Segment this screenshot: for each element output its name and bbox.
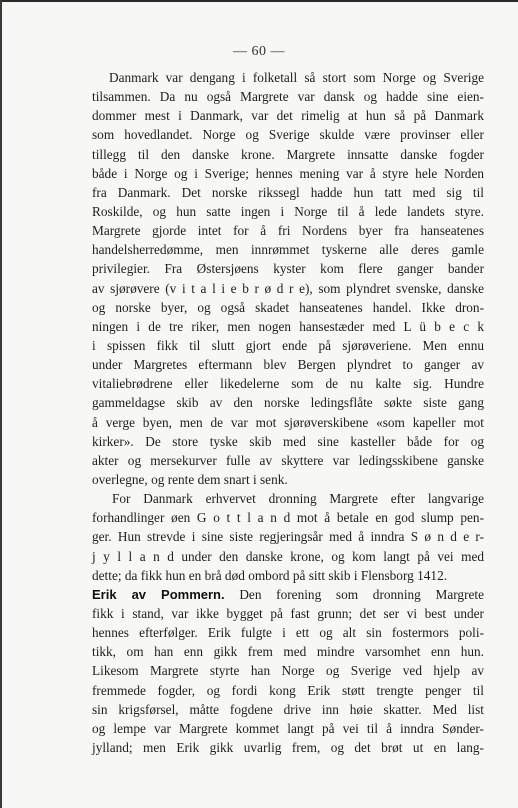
text-line: Danmark var dengang i folketall så stort som Norge og Sverige xyxy=(109,70,484,85)
text-line: fra Danmark. Det norske rikssegl hadde hun tatt med sig til xyxy=(92,184,484,200)
scan-edge-top xyxy=(0,0,518,2)
text-line: Margrete gjorde intet for å fri Nordens byer fra hanseatenes xyxy=(92,223,484,239)
text-line: ger. Hun strevde i sine siste regjeringsår med å inndra S ø n d e r- xyxy=(92,529,484,545)
text-line: sin krigsførsel, måtte fogdene drive inn høie skatter. Med list xyxy=(92,701,484,717)
text-line: og norske byer, og også skadet hanseatenes handel. Ikke dron- xyxy=(92,299,484,315)
text-line: vitaliebrødrene eller likedelerne som de nu kalte sig. Hundre xyxy=(92,376,484,392)
text-line: handelsherredømme, men innrømmet tyskerne alle deres gamle xyxy=(92,242,484,258)
text-line: kirker». De store tyske skib med sine kasteller både for og xyxy=(92,433,484,449)
text-line: Roskilde, og hun satte ingen i Norge til å lede landets styre. xyxy=(92,203,484,219)
body-text xyxy=(92,68,484,757)
text-line: akter og mersekurver fulle av skyttere var ledingsskibene ganske xyxy=(92,452,484,468)
text-line: under Margretes eftermann blev Bergen plyndret to ganger av xyxy=(92,357,484,373)
text-line: jylland; men Erik gikk uvarlig frem, og det brøt ut en lang- xyxy=(92,739,484,755)
text-line: dette; da fikk hun en brå død ombord på sitt skib i Flensborg 1412. xyxy=(92,567,448,583)
text-line: j y l l a n d under den danske krone, og kom langt på vei med xyxy=(92,548,484,564)
text-line: å verge byen, men de var mot sjørøverskibene «som kapeller mot xyxy=(92,414,484,430)
text-line: tikk, om han enn gikk frem med mindre varsomhet enn hun. xyxy=(92,644,484,660)
section-heading: Erik av Pommern. xyxy=(92,586,225,602)
text-line: privilegier. Fra Østersjøens kyster kom flere ganger bander xyxy=(92,261,484,277)
text-line-with-heading xyxy=(92,585,484,604)
text-fragment: Den forening som dronning Margrete xyxy=(239,586,485,602)
text-line: i spissen fikk til slutt gjort ende på sjørøveriene. Men ennu xyxy=(92,337,484,353)
text-line: For Danmark erhvervet dronning Margrete efter langvarige xyxy=(112,491,484,507)
text-line: dommer mest i Danmark, var det rimelig at hun så på Danmark xyxy=(92,108,484,124)
text-line: overlegne, og rente dem snart i senk. xyxy=(92,471,288,487)
text-line: tillegg til den danske krone. Margrete innsatte danske fogder xyxy=(92,146,484,162)
text-line: som hovedlandet. Norge og Sverige skulde være provinser eller xyxy=(92,127,484,143)
text-line: Likesom Margrete styrte han Norge og Sverige ved hjelp av xyxy=(92,663,484,679)
text-line: og lempe var Margrete kommet langt på vei til å inndra Sønder- xyxy=(92,720,484,736)
text-line: både i Norge og i Sverige; hennes mening var å styre hele Norden xyxy=(92,165,484,181)
text-line: av sjørøvere (v i t a l i e b r ø d r e), som plyndret svenske, danske xyxy=(92,280,484,296)
text-line: ningen i de tre riker, men nogen hansestæder med L ü b e c k xyxy=(92,318,484,334)
text-line: hennes efterfølger. Erik fulgte i ett og alt sin fostermors poli- xyxy=(92,625,484,641)
text-line: fremmede fogder, og fordi kong Erik støtt trengte penger til xyxy=(92,682,484,698)
text-line: fikk i stand, var ikke bygget på fast grunn; det ser vi best under xyxy=(92,605,484,621)
page-number: — 60 — xyxy=(233,44,285,59)
text-line: forhandlinger øen G o t t l a n d mot å betale en god slump pen- xyxy=(92,510,484,526)
text-line: tilsammen. Da nu også Margrete var dansk og hadde sine eien- xyxy=(92,89,484,105)
scan-edge-left xyxy=(0,0,2,808)
text-line: gammeldagse skib av den norske ledingsflåte søkte siste gang xyxy=(92,395,484,411)
